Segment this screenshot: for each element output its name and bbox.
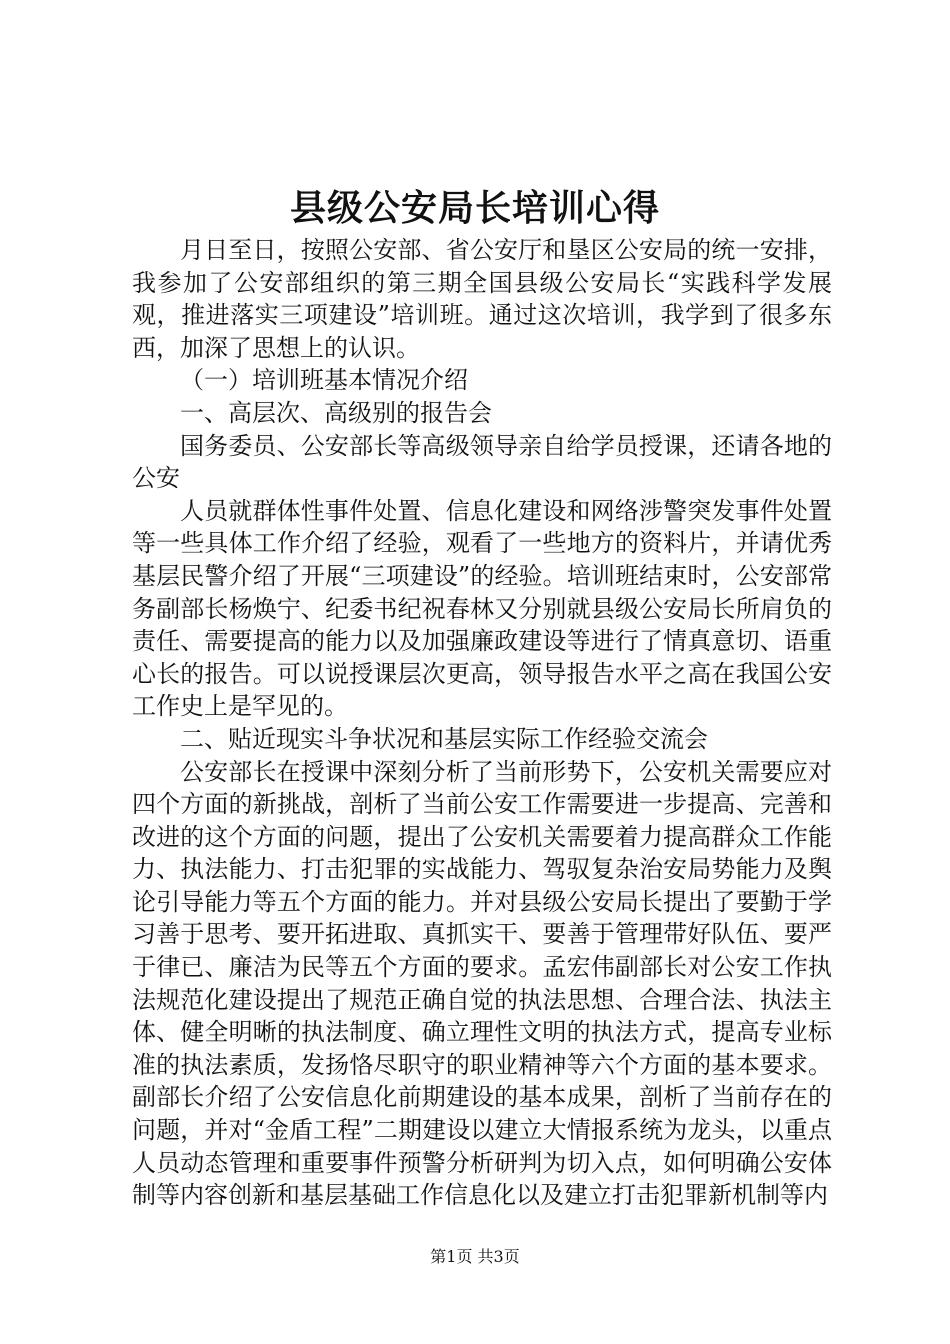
document-title: 县级公安局长培训心得 [289,187,660,229]
paragraph-experience: 人员就群体性事件处置、信息化建设和网络涉警突发事件处置等一些具体工作介绍了经验，观看了一些地方的资料片，并请优秀基层民警介绍了开展“三项建设”的经验。培训班结束时，公安部常务副部长杨焕宁、纪委书纪祝春林又分别就县级公安局长所肩负的责任、需要提高的能力以及加强廉政建设等进行了情真意切、语重心长的报告。可以说授课层次更高，领导报告水平之高在我国公安工作史上是罕见的。 [132,496,832,721]
page-footer: 第1页 共3页 [430,1247,520,1266]
subheading-exchange: 二、贴近现实斗争状况和基层实际工作经验交流会 [180,724,708,753]
paragraph-intro: 月日至日，按照公安部、省公安厅和垦区公安局的统一安排，我参加了公安部组织的第三期全国县级公安局长“实践科学发展观，推进落实三项建设”培训班。通过这次培训，我学到了很多东西，加深了思想上的认识。 [132,236,832,362]
section-heading-overview: （一）培训班基本情况介绍 [180,366,468,395]
document-body [132,234,832,1212]
subheading-reports: 一、高层次、高级别的报告会 [180,398,492,427]
paragraph-minister-lecture: 公安部长在授课中深刻分析了当前形势下，公安机关需要应对四个方面的新挑战，剖析了当前公安工作需要进一步提高、完善和改进的这个方面的问题，提出了公安机关需要着力提高群众工作能力、执法能力、打击犯罪的实战能力、驾驭复杂治安局势能力及舆论引导能力等五个方面的能力。并对县级公安局长提出了要勤于学习善于思考、要开拓进取、真抓实干、要善于管理带好队伍、要严于律已、廉洁为民等五个方面的要求。孟宏伟副部长对公安工作执法规范化建设提出了规范正确自觉的执法思想、合理合法、执法主体、健全明晰的执法制度、确立理性文明的执法方式，提高专业标准的执法素质，发扬恪尽职守的职业精神等六个方面的基本要求。副部长介绍了公安信息化前期建设的基本成果，剖析了当前存在的问题，并对“金盾工程”二期建设以建立大情报系统为龙头，以重点人员动态管理和重要事件预警分析研判为切入点，如何明确公安体制等内容创新和基层基础工作信息化以及建立打击犯罪新机制等内 [132,757,832,1210]
paragraph-lecturers: 国务委员、公安部长等高级领导亲自给学员授课，还请各地的公安 [132,431,832,493]
